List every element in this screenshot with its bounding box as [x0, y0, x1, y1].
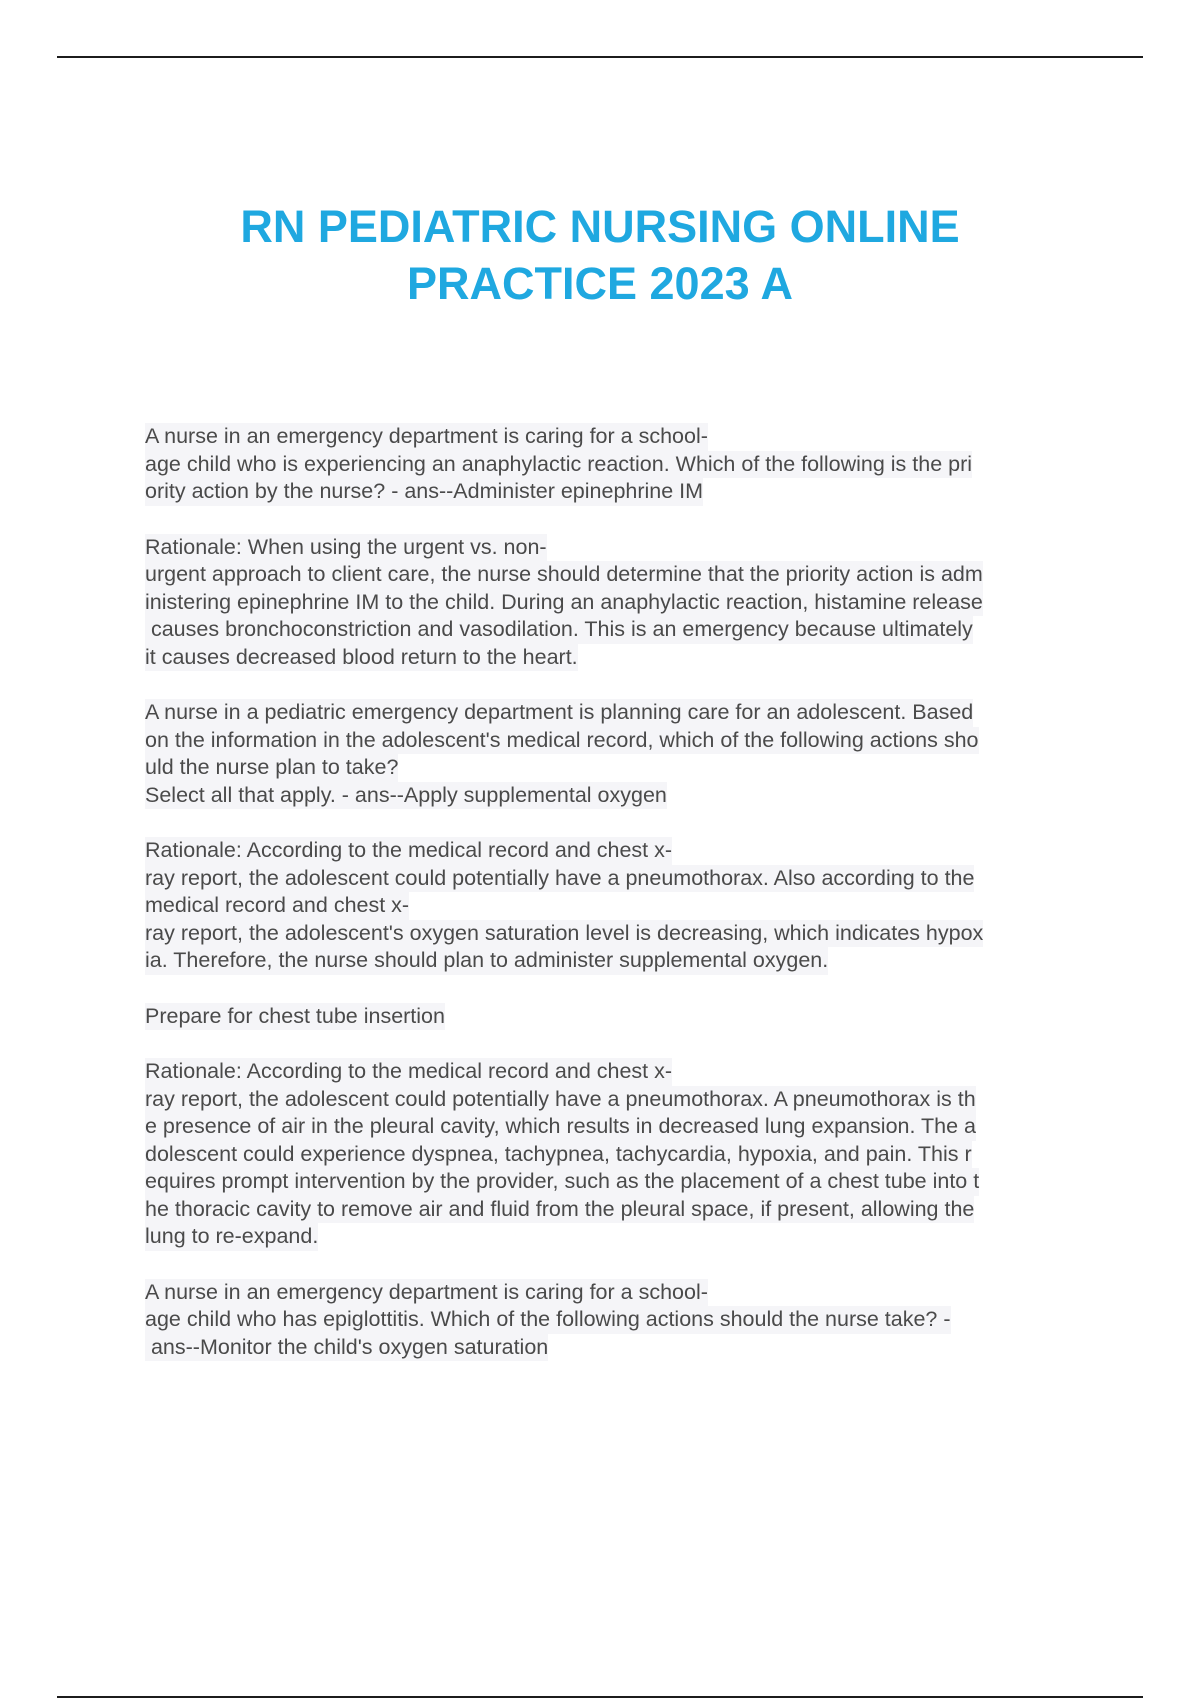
title-line: RN PEDIATRIC NURSING ONLINE	[240, 201, 960, 252]
paragraph-line: A nurse in an emergency department is caring for a school-	[145, 1279, 708, 1307]
paragraph-line: causes bronchoconstriction and vasodilation. This is an emergency because ultimately	[145, 616, 973, 644]
paragraph-line: Rationale: According to the medical record and chest x-	[145, 837, 672, 865]
paragraph-line: ans--Monitor the child's oxygen saturation	[145, 1334, 548, 1362]
paragraph	[145, 1003, 1095, 1031]
paragraph-line: equires prompt intervention by the provider, such as the placement of a chest tube into t	[145, 1168, 979, 1196]
paragraph-line: uld the nurse plan to take?	[145, 754, 398, 782]
paragraph-line: he thoracic cavity to remove air and fluid from the pleural space, if present, allowing the	[145, 1196, 974, 1224]
paragraph-line: A nurse in a pediatric emergency department is planning care for an adolescent. Based	[145, 699, 973, 727]
paragraph-line: Rationale: According to the medical record and chest x-	[145, 1058, 672, 1086]
paragraph	[145, 1058, 1095, 1251]
paragraph-line: A nurse in an emergency department is caring for a school-	[145, 423, 708, 451]
title-line: PRACTICE 2023 A	[407, 258, 793, 309]
paragraph-line: ray report, the adolescent could potentially have a pneumothorax. Also according to the	[145, 865, 974, 893]
paragraph-line: dolescent could experience dyspnea, tachypnea, tachycardia, hypoxia, and pain. This r	[145, 1141, 972, 1169]
paragraph-line: urgent approach to client care, the nurse should determine that the priority action is adm	[145, 561, 983, 589]
paragraph-line: on the information in the adolescent's medical record, which of the following actions sho	[145, 727, 979, 755]
paragraph	[145, 1279, 1095, 1362]
document-body	[145, 423, 1095, 1389]
paragraph	[145, 423, 1095, 506]
paragraph-line: Rationale: When using the urgent vs. non-	[145, 534, 547, 562]
paragraph-line: ority action by the nurse? - ans--Administer epinephrine IM	[145, 478, 703, 506]
paragraph-line: medical record and chest x-	[145, 892, 409, 920]
paragraph	[145, 699, 1095, 809]
top-rule	[57, 56, 1143, 58]
paragraph-line: ia. Therefore, the nurse should plan to administer supplemental oxygen.	[145, 947, 828, 975]
paragraph-line: Select all that apply. - ans--Apply supplemental oxygen	[145, 782, 667, 810]
paragraph-line: it causes decreased blood return to the heart.	[145, 644, 578, 672]
paragraph-line: Prepare for chest tube insertion	[145, 1003, 445, 1031]
bottom-rule	[57, 1696, 1143, 1698]
paragraph-line: ray report, the adolescent's oxygen saturation level is decreasing, which indicates hypox	[145, 920, 983, 948]
paragraph-line: ray report, the adolescent could potentially have a pneumothorax. A pneumothorax is th	[145, 1086, 976, 1114]
page-title	[0, 198, 1200, 312]
paragraph-line: lung to re-expand.	[145, 1223, 318, 1251]
paragraph	[145, 837, 1095, 975]
paragraph-line: inistering epinephrine IM to the child. During an anaphylactic reaction, histamine release	[145, 589, 983, 617]
paragraph-line: e presence of air in the pleural cavity, which results in decreased lung expansion. The a	[145, 1113, 976, 1141]
paragraph-line: age child who has epiglottitis. Which of the following actions should the nurse take? -	[145, 1306, 951, 1334]
paragraph	[145, 534, 1095, 672]
paragraph-line: age child who is experiencing an anaphylactic reaction. Which of the following is the pri	[145, 451, 972, 479]
